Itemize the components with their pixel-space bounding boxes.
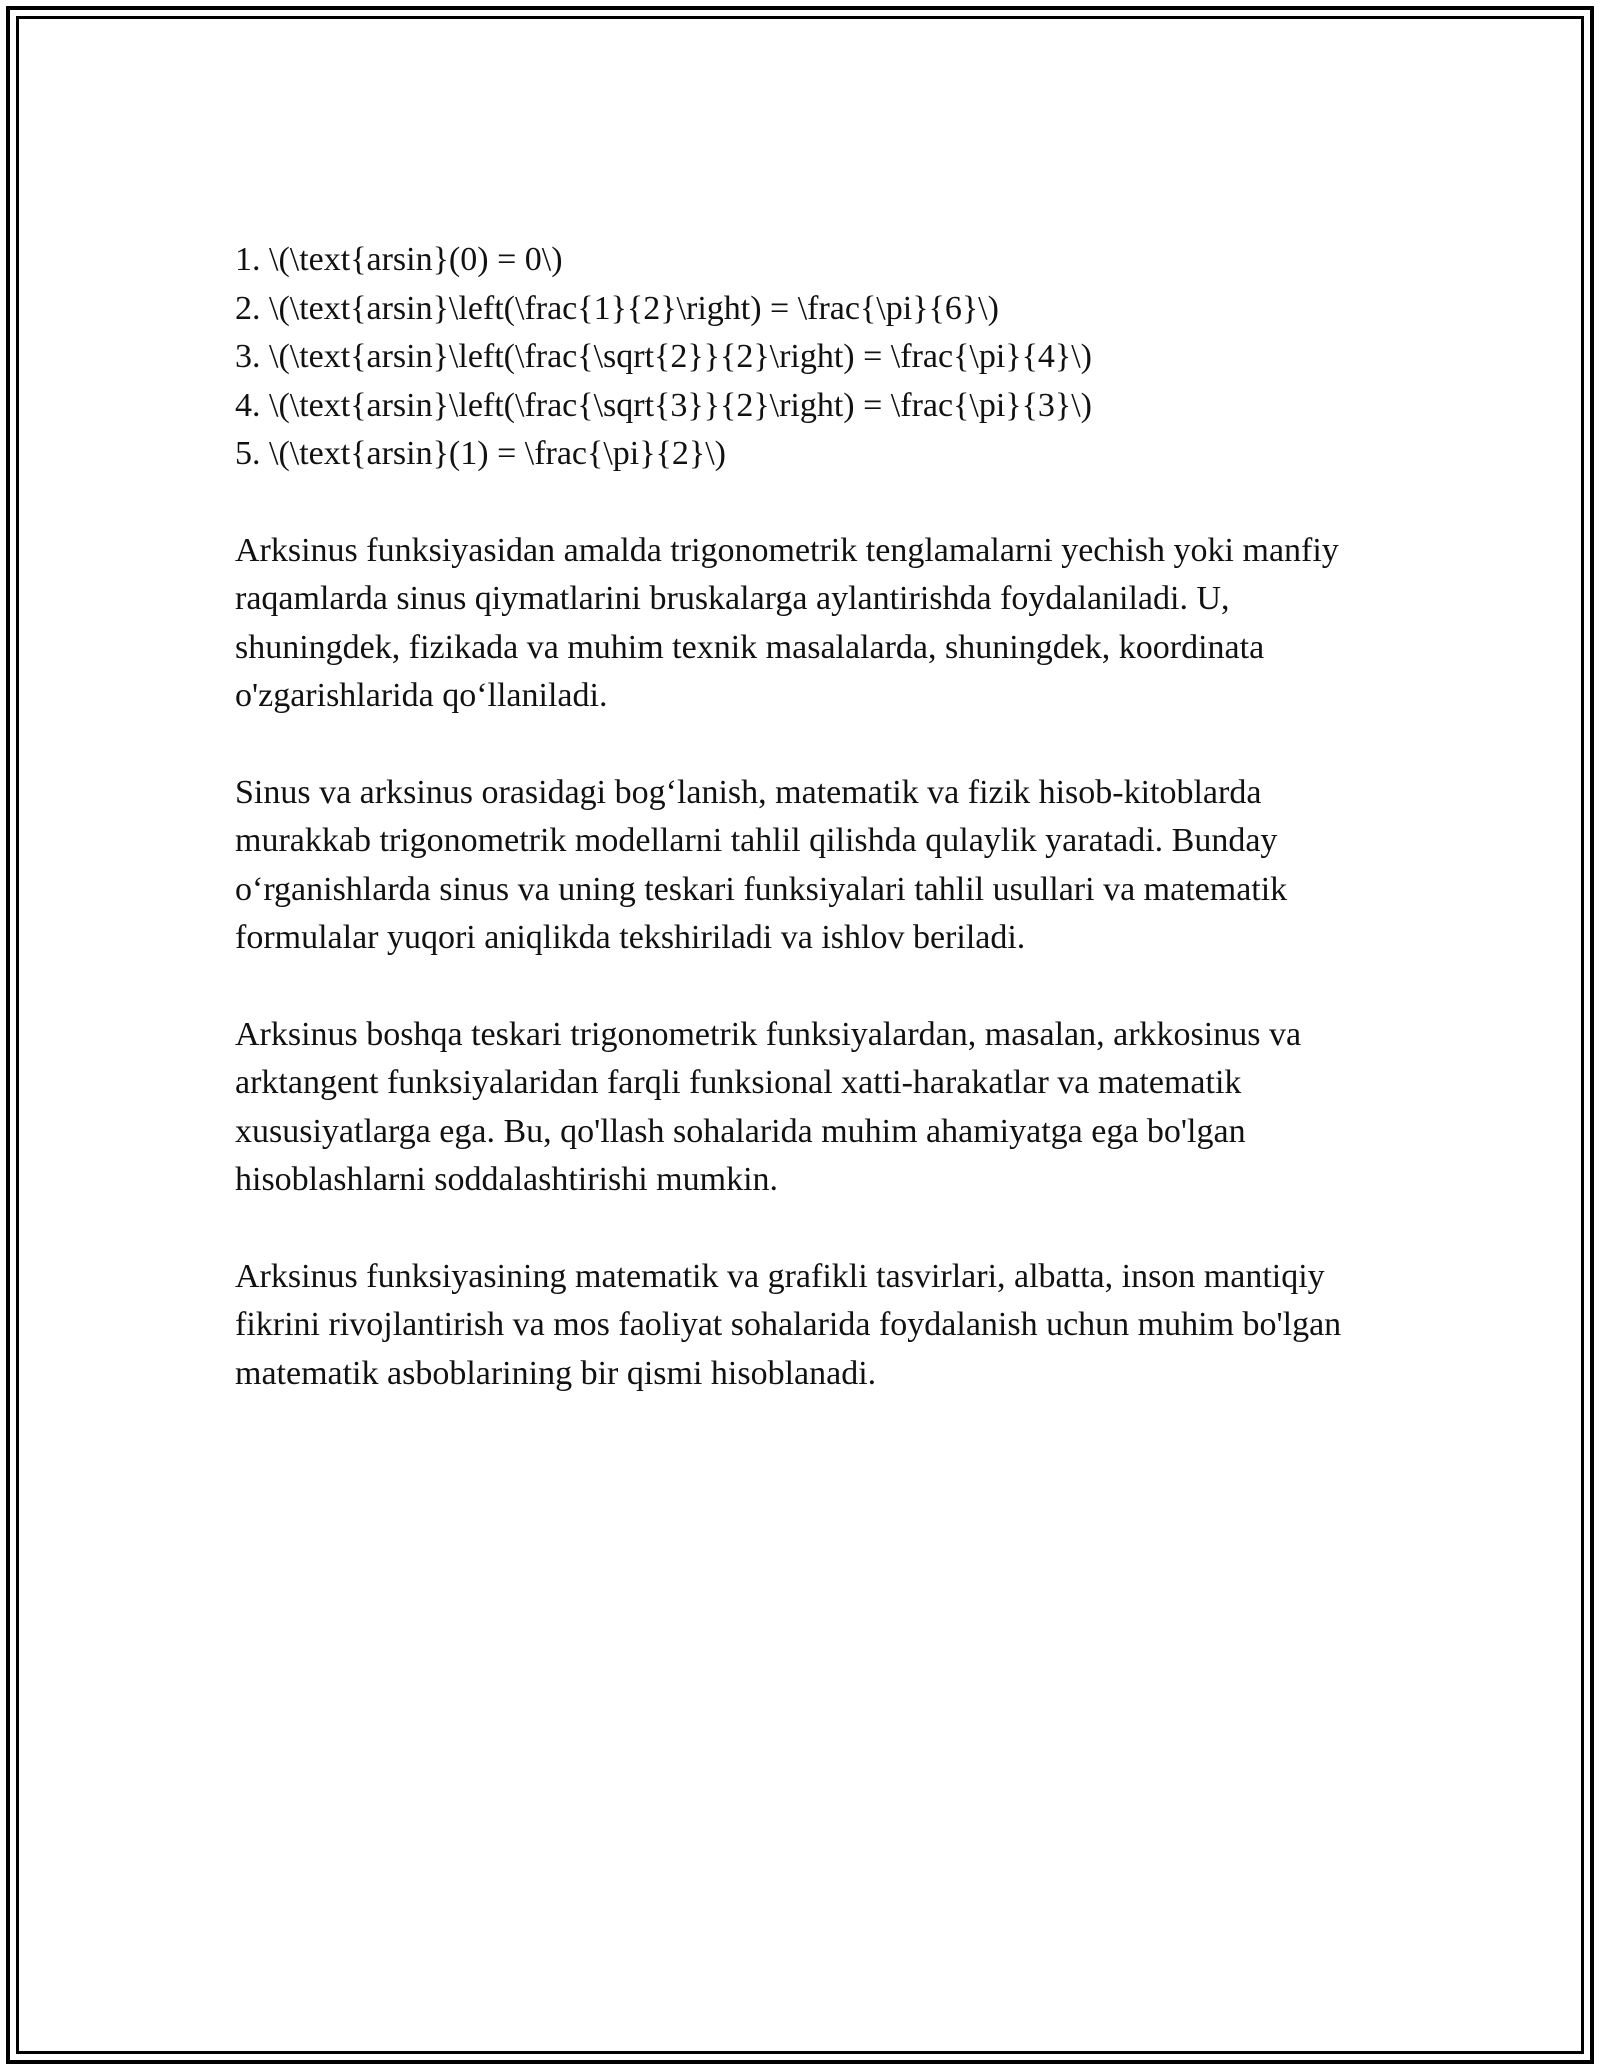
paragraph-comparison: Arksinus boshqa teskari trigonometrik funksiyalardan, masalan, arkkosinus va arktangent funksiyalaridan farqli funksional xatti-harakatlar va matematik xususiyatlarga ega. Bu, qo'llash sohalarida muhim ahamiyatga ega bo'lgan hisoblashlarni soddalashtirishi mumkin.	[235, 1015, 1302, 1198]
paragraph-sinus-relation: Sinus va arksinus orasidagi bog‘lanish, matematik va fizik hisob-kitoblarda murakkab trigonometrik modellarni tahlil qilishda qulaylik yaratadi. Bunday o‘rganishlarda sinus va uning teskari funksiyalari tahlil usullari va matematik formulalar yuqori aniqlikda tekshiriladi va ishlov beriladi.	[235, 773, 1288, 956]
formula-item: 5. \(\text{arsin}(1) = \frac{\pi}{2}\)	[235, 435, 726, 472]
formula-list	[235, 236, 1385, 479]
paragraph-conclusion: Arksinus funksiyasining matematik va grafikli tasvirlari, albatta, inson mantiqiy fikrini rivojlantirish va mos faoliyat sohalarida foydalanish uchun muhim bo'lgan matematik asboblarining bir qismi hisoblanadi.	[235, 1257, 1342, 1392]
formula-item: 4. \(\text{arsin}\left(\frac{\sqrt{3}}{2}\right) = \frac{\pi}{3}\)	[235, 386, 1093, 424]
formula-item: 3. \(\text{arsin}\left(\frac{\sqrt{2}}{2}\right) = \frac{\pi}{4}\)	[235, 338, 1093, 375]
paragraph-applications: Arksinus funksiyasidan amalda trigonometrik tenglamalarni yechish yoki manfiy raqamlarda sinus qiymatlarini bruskalarga aylantirishda foydalaniladi. U, shuningdek, fizikada va muhim texnik masalalarda, shuningdek, koordinata o'zgarishlarida qo‘llaniladi.	[235, 531, 1339, 714]
formula-item: 2. \(\text{arsin}\left(\frac{1}{2}\right) = \frac{\pi}{6}\)	[235, 289, 999, 327]
formula-item: 1. \(\text{arsin}(0) = 0\)	[235, 241, 563, 278]
document-body	[235, 236, 1385, 1398]
